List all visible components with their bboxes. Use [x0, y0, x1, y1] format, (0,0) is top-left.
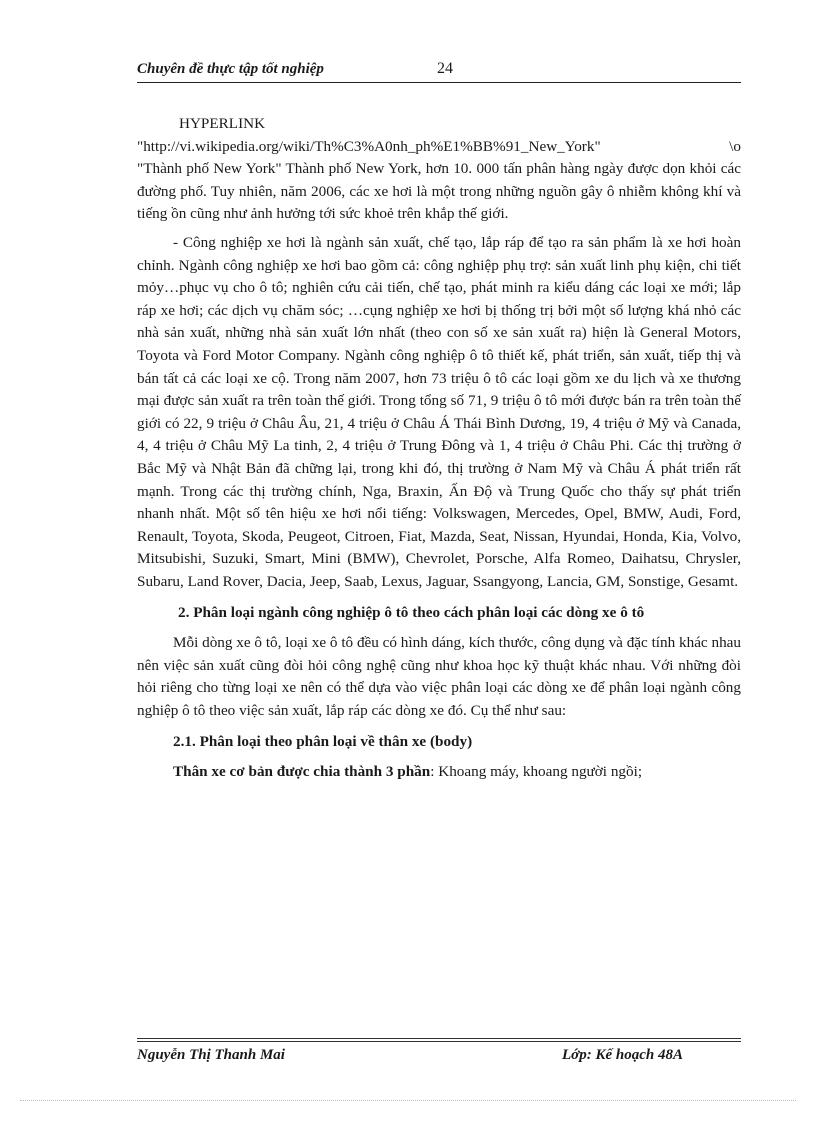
paragraph-new-york: "Thành phố New York" Thành phố New York, hơn 10. 000 tấn phân hàng ngày được dọn khỏi các đường phố. Tuy nhiên, năm 2006, các xe hơi là một trong những nguồn gây ô nhiễm không khí và tiếng ồn cũng như ảnh hưởng tới sức khoẻ trên khắp thế giới.	[137, 160, 741, 223]
section-heading-2: 2. Phân loại ngành công nghiệp ô tô theo cách phân loại các dòng xe ô tô	[178, 604, 645, 622]
body-parts-lead: Thân xe cơ bản được chia thành 3 phần	[173, 763, 431, 781]
footer-divider-bottom	[137, 1041, 741, 1042]
document-body	[137, 113, 741, 784]
footer-author: Nguyễn Thị Thanh Mai	[137, 1047, 285, 1063]
paragraph-classification: Mỗi dòng xe ô tô, loại xe ô tô đều có hình dáng, kích thước, công dụng và đặc tính khác nhau nên việc sản xuất cũng đòi hỏi công nghệ cũng như khoa học kỹ thuật khác nhau. Với những đòi hỏi riêng cho từng loại xe nên có thể dựa vào việc phân loại các dòng xe để phân loại ngành công nghiệp ô tô theo việc sản xuất, lắp ráp các dòng xe đó. Cụ thể như sau:	[137, 634, 741, 719]
paragraph-body-parts	[137, 761, 741, 784]
hyperlink-switch: \o	[729, 137, 741, 155]
paragraph-car-industry: - Công nghiệp xe hơi là ngành sản xuất, chế tạo, lắp ráp để tạo ra sản phẩm là xe hơi hoàn chỉnh. Ngành công nghiệp xe hơi bao gồm cả: công nghiệp phụ trợ: sản xuất linh phụ kiện, chi tiết mỏy…phục vụ cho ô tô; nghiên cứu cải tiến, chế tạo, phát minh ra kiểu dáng các loại xe mới; lắp ráp xe hơi; các dịch vụ chăm sóc; …cụng nghiệp xe hơi bị thống trị bởi một số lượng khá nhỏ các nhà sản xuất, những nhà sản xuất lớn nhất (theo con số xe sản xuất ra) hiện là General Motors, Toyota và Ford Motor Company. Ngành công nghiệp ô tô thiết kế, phát triển, sản xuất, tiếp thị và bán tất cả các loại xe cộ. Trong năm 2007, hơn 73 triệu ô tô các loại gồm xe du lịch và xe thương mại được sản xuất ra trên toàn thế giới. Trong tổng số 71, 9 triệu ô tô mới được bán ra trên toàn thế giới có 22, 9 triệu ở Châu Âu, 21, 4 triệu ở Châu Á Thái Bình Dương, 19, 4 triệu ở Mỹ và Canada, 4, 4 triệu ở Châu Mỹ La tinh, 2, 4 triệu ở Trung Đông và 1, 4 triệu ở Châu Phi. Các thị trường ở Bắc Mỹ và Nhật Bản đã chững lại, trong khi đó, thị trường ở Nam Mỹ và Châu Á phát triển rất mạnh. Trong các thị trường chính, Nga, Braxin, Ấn Độ và Trung Quốc cho thấy sự phát triển nhanh nhất. Một số tên hiệu xe hơi nổi tiếng: Volkswagen, Mercedes, Opel, BMW, Audi, Ford, Renault, Toyota, Skoda, Peugeot, Citroen, Fiat, Mazda, Seat, Nissan, Hyundai, Honda, Kia, Volvo, Mitsubishi, Suzuki, Smart, Mini (BMW), Chevrolet, Porsche, Alfa Romeo, Daihatsu, Chrysler, Subaru, Land Rover, Dacia, Jeep, Saab, Lexus, Jaguar, Ssangyong, Lancia, GM, Sonstige, Gesamt.	[137, 233, 741, 590]
hyperlink-url[interactable]: "http://vi.wikipedia.org/wiki/Th%C3%A0nh_ph%E1%BB%91_New_York"	[137, 137, 601, 155]
header-title: Chuyên đề thực tập tốt nghiệp	[137, 61, 324, 77]
page-bottom-border	[20, 1100, 796, 1101]
page-number: 24	[437, 60, 453, 77]
footer-divider-top	[137, 1038, 741, 1039]
footer-class: Lớp: Kế hoạch 48A	[562, 1047, 683, 1063]
hyperlink-field-line	[137, 136, 741, 159]
body-parts-rest: : Khoang máy, khoang người ngồi;	[430, 763, 643, 781]
page-header	[137, 58, 741, 82]
hyperlink-field-label: HYPERLINK	[179, 115, 266, 132]
header-divider	[137, 82, 741, 83]
section-heading-2-1: 2.1. Phân loại theo phân loại về thân xe (body)	[173, 733, 473, 751]
